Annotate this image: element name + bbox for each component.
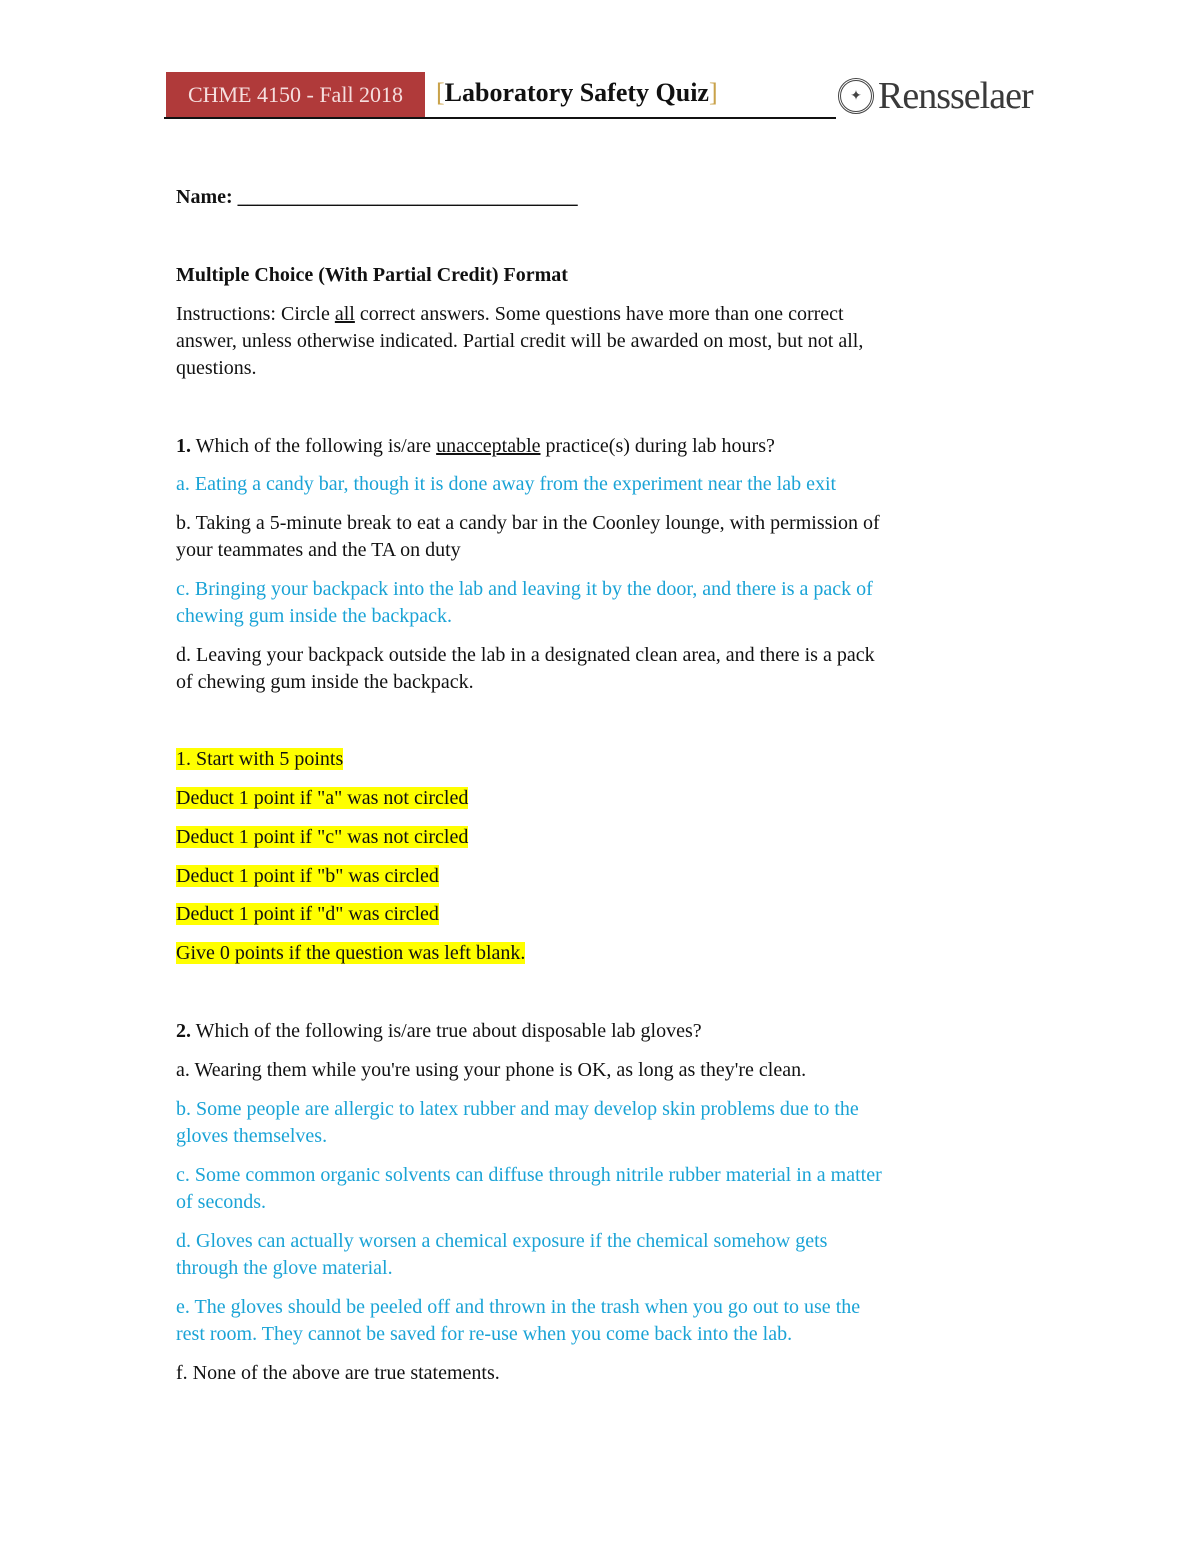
- question-text-end: practice(s) during lab hours?: [540, 435, 775, 457]
- q2-option-f: f. None of the above are true statements.: [176, 1362, 500, 1384]
- name-field: [176, 184, 578, 211]
- q1-option-a: a. Eating a candy bar, though it is done away from the experiment near the lab exit: [176, 473, 837, 495]
- question-1: [176, 433, 775, 460]
- q1-option-c-line-1: c. Bringing your backpack into the lab and leaving it by the door, and there is a pack of: [176, 578, 873, 600]
- question-number: 1.: [176, 435, 191, 457]
- q1-option-d-line-2: of chewing gum inside the backpack.: [176, 671, 474, 693]
- quiz-title: [436, 78, 718, 108]
- grading-text: Deduct 1 point if "a" was not circled: [176, 787, 469, 809]
- grading-text: Deduct 1 point if "b" was circled: [176, 865, 439, 887]
- q1-option-c-line-2: chewing gum inside the backpack.: [176, 605, 453, 627]
- q2-option-c-line-2: of seconds.: [176, 1191, 266, 1213]
- instructions-line-2: answer, unless otherwise indicated. Partial credit will be awarded on most, but not all,: [176, 330, 864, 352]
- grading-rule: [176, 785, 468, 812]
- grading-text: Deduct 1 point if "d" was circled: [176, 903, 439, 925]
- question-text: Which of the following is/are: [191, 435, 437, 457]
- q2-option-e-line-2: rest room. They cannot be saved for re-use when you come back into the lab.: [176, 1323, 793, 1345]
- instructions-line-3: questions.: [176, 357, 257, 379]
- instructions-rest: correct answers. Some questions have more than one correct: [354, 303, 844, 325]
- name-blank: __________________________________: [237, 186, 578, 208]
- grading-rule: [176, 940, 525, 967]
- question-number: 2.: [176, 1020, 191, 1042]
- bracket-open: [: [436, 78, 445, 107]
- question-2: [176, 1018, 702, 1045]
- grading-rule: [176, 901, 439, 928]
- bracket-close: ]: [708, 78, 718, 107]
- header-rule: [164, 117, 836, 119]
- q2-option-d-line-2: through the glove material.: [176, 1257, 393, 1279]
- instructions-line-1: [176, 301, 844, 328]
- q1-option-b-line-2: your teammates and the TA on duty: [176, 539, 461, 561]
- name-label: Name:: [176, 186, 233, 208]
- q2-option-c-line-1: c. Some common organic solvents can diffuse through nitrile rubber material in a matter: [176, 1164, 882, 1186]
- q2-option-b-line-2: gloves themselves.: [176, 1125, 328, 1147]
- seal-icon: ✦: [838, 78, 874, 114]
- quiz-title-text: Laboratory Safety Quiz: [444, 78, 709, 107]
- q2-option-d-line-1: d. Gloves can actually worsen a chemical exposure if the chemical somehow gets: [176, 1230, 828, 1252]
- q2-option-a: a. Wearing them while you're using your phone is OK, as long as they're clean.: [176, 1059, 807, 1081]
- format-heading: Multiple Choice (With Partial Credit) Format: [176, 264, 568, 286]
- q1-option-d-line-1: d. Leaving your backpack outside the lab in a designated clean area, and there is a pack: [176, 644, 875, 666]
- question-text: Which of the following is/are true about disposable lab gloves?: [191, 1020, 702, 1042]
- grading-rule: [176, 746, 343, 773]
- question-emphasis: unacceptable: [436, 435, 541, 457]
- grading-rule: [176, 824, 468, 851]
- course-label: CHME 4150 - Fall 2018: [166, 72, 425, 118]
- grading-text: Deduct 1 point if "c" was not circled: [176, 826, 469, 848]
- logo-wordmark: Rensselaer: [878, 75, 1033, 117]
- q2-option-b-line-1: b. Some people are allergic to latex rubber and may develop skin problems due to the: [176, 1098, 859, 1120]
- q1-option-b-line-1: b. Taking a 5-minute break to eat a candy bar in the Coonley lounge, with permission of: [176, 512, 880, 534]
- grading-rule: [176, 863, 439, 890]
- rensselaer-logo: [838, 74, 1033, 118]
- q2-option-e-line-1: e. The gloves should be peeled off and thrown in the trash when you go out to use the: [176, 1296, 861, 1318]
- instructions-emphasis: all: [334, 303, 355, 325]
- grading-text: Give 0 points if the question was left blank.: [176, 942, 526, 964]
- instructions-prefix: Instructions: Circle: [176, 303, 335, 325]
- grading-text: 1. Start with 5 points: [176, 748, 344, 770]
